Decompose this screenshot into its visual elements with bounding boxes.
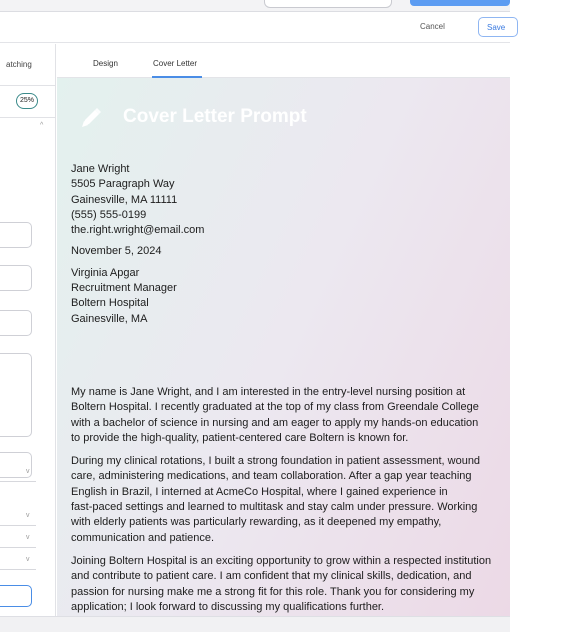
top-strip [0, 0, 510, 12]
active-input[interactable] [0, 585, 32, 607]
select-dropdown[interactable] [0, 554, 36, 570]
tab-matching[interactable]: atching [6, 60, 32, 69]
sender-phone: (555) 555-0199 [71, 208, 147, 221]
sender-name: Jane Wright [71, 163, 130, 175]
recipient-block [71, 266, 510, 327]
sender-city: Gainesville, MA 11111 [71, 193, 178, 206]
paragraph-intro [71, 385, 510, 446]
select-dropdown[interactable] [0, 532, 36, 548]
chevron-down-icon: v [26, 534, 30, 541]
paragraph-closing [71, 554, 510, 615]
paragraph-line: During my clinical rotations, I built a strong foundation in patient assessment, wound [71, 455, 481, 468]
recipient-title: Recruitment Manager [71, 282, 177, 295]
chevron-down-icon: v [26, 512, 30, 519]
paragraph-experience [71, 454, 510, 546]
sender-block [71, 162, 510, 238]
paragraph-line: to provide the high-quality, patient-centered care Boltern is known for. [71, 431, 409, 444]
paragraph-line: application; I look forward to discussing my qualifications further. [71, 600, 385, 613]
form-field[interactable] [0, 310, 32, 336]
paragraph-line: with a bachelor of science in nursing and am eager to apply my hands-on education [71, 416, 479, 429]
paragraph-line: care, administering medications, and team collaboration. After a gap year teaching [71, 470, 472, 483]
pencil-icon [79, 106, 103, 130]
form-textarea[interactable] [0, 353, 32, 437]
chevron-down-icon: v [26, 468, 30, 475]
top-primary-button[interactable] [410, 0, 510, 6]
chevron-down-icon: v [26, 556, 30, 563]
save-button[interactable]: Save [478, 17, 518, 37]
divider [0, 117, 56, 118]
recipient-name: Virginia Apgar [71, 266, 140, 279]
bottom-bar [0, 616, 510, 632]
sender-street: 5505 Paragraph Way [71, 178, 175, 191]
cancel-button[interactable]: Cancel [420, 22, 445, 31]
collapse-caret-icon[interactable]: ^ [40, 122, 44, 129]
tab-bar [57, 44, 510, 78]
paragraph-line: and contribute to patient care. I am confident that my clinical skills, dedication, and [71, 570, 472, 583]
paragraph-line: communication and patience. [71, 531, 215, 544]
letter-date: November 5, 2024 [71, 245, 162, 258]
tab-design[interactable]: Design [93, 59, 118, 68]
preview-title: Cover Letter Prompt [123, 106, 307, 127]
recipient-location: Gainesville, MA [71, 312, 148, 325]
divider [0, 85, 56, 86]
paragraph-line: Boltern Hospital. I recently graduated at the top of my class from Greendale College [71, 401, 479, 414]
paragraph-line: My name is Jane Wright, and I am interested in the entry-level nursing position at [71, 385, 466, 398]
sender-email: the.right.wright@email.com [71, 224, 205, 237]
recipient-company: Boltern Hospital [71, 297, 149, 310]
select-dropdown[interactable] [0, 466, 36, 482]
paragraph-line: fast-paced settings and learned to multitask and stay calm under pressure. Working [71, 501, 478, 514]
tab-cover-letter[interactable]: Cover Letter [153, 59, 198, 68]
cover-letter-preview [57, 78, 510, 616]
paragraph-line: Joining Boltern Hospital is an exciting opportunity to grow within a respected institution [71, 554, 492, 567]
select-dropdown[interactable] [0, 510, 36, 526]
top-input-box[interactable] [264, 0, 392, 8]
date-block [71, 244, 510, 259]
paragraph-line: English in Brazil, I interned at AcmeCo Hospital, where I gained experience in [71, 485, 448, 498]
paragraph-line: with elderly patients was particularly rewarding, as it deepened my empathy, [71, 516, 442, 529]
left-panel [0, 44, 56, 632]
form-field[interactable] [0, 222, 32, 248]
letter-body [71, 162, 510, 616]
action-bar [0, 13, 510, 43]
form-field[interactable] [0, 265, 32, 291]
paragraph-line: passion for nursing make me a strong fit for this role. Thank you for considering my [71, 585, 475, 598]
progress-badge: 25% [16, 93, 38, 109]
